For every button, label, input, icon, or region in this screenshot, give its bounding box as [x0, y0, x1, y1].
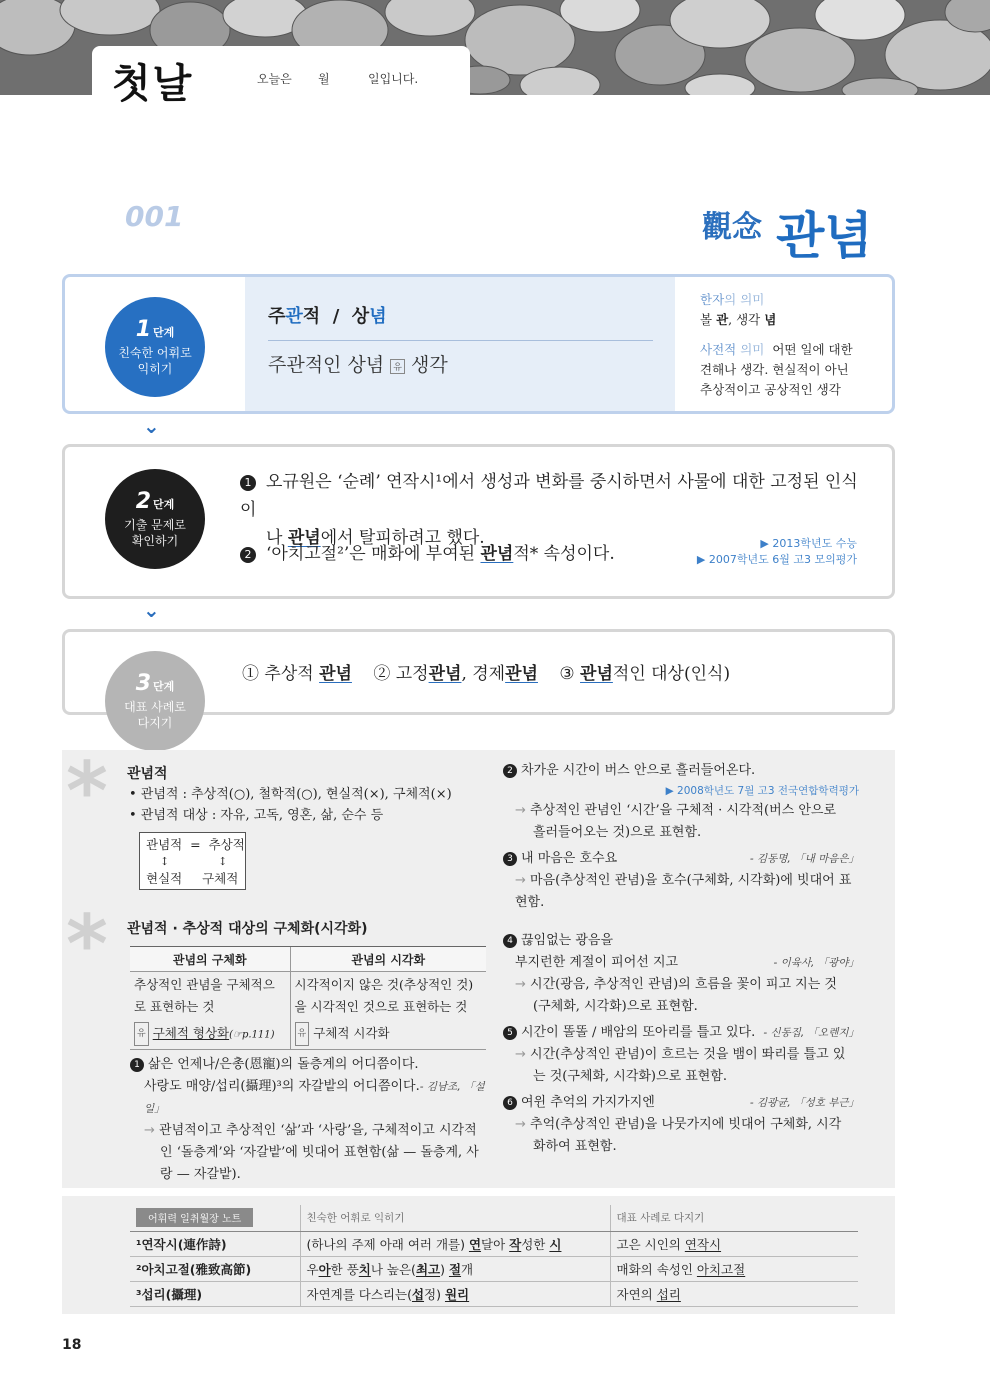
example-1-source: ▶ 2013학년도 수능	[760, 537, 857, 550]
concretization-table	[130, 946, 486, 1050]
step1-number: 1	[135, 316, 152, 342]
step3-item-3: ③ 관념적인 대상(인식)	[559, 664, 731, 684]
note-definition: 자연계를 다스리는(섭정) 원리	[300, 1281, 610, 1306]
dict-meaning-line3: 추상적이고 공상적인 생각	[700, 382, 841, 397]
note-term: ³섭리(攝理)	[130, 1281, 300, 1306]
table-row	[130, 1231, 858, 1256]
dict-meaning-line2: 견해나 생각. 현실적이 아닌	[700, 362, 849, 377]
step1-divider	[268, 340, 653, 341]
note-term: ¹연작시(連作詩)	[130, 1231, 300, 1256]
relation-row-2: 현실적 구체적	[146, 871, 239, 886]
step1-body: 주관적인 상념 유 생각	[268, 354, 448, 376]
note-example: 매화의 속성인 아치고절	[610, 1256, 858, 1281]
chevron-down-icon: ⌄	[143, 414, 160, 438]
vocab-table	[130, 1205, 858, 1307]
relation-diagram	[139, 832, 246, 890]
section1-bullet-2: • 관념적 대상 : 자유, 고독, 영혼, 삶, 순수 등	[129, 808, 384, 823]
section1-title: 관념적	[127, 766, 168, 782]
section2-title: 관념적 · 추상적 대상의 구체화(시각화)	[127, 921, 368, 937]
example-2-source: ▶ 2007학년도 6월 고3 모의평가	[696, 553, 857, 566]
note-col-head: 친숙한 어휘로 익히기	[300, 1205, 610, 1231]
date-month: 월	[318, 72, 330, 86]
hanja-meaning-label: 한자의 의미	[700, 292, 765, 307]
right-examples: 2 차가운 시간이 버스 안으로 흘러들어온다. ▶ 2008학년도 7월 고3 전국연합학력평가 → 추상적인 관념인 ‘시간’을 구체적 · 시각적(버스 안으로 흘러들어오는 것)으로 표현함. 3 내 마음은 호수요 - 김동명, 「내 마음은」 → 마음(추상적인 관념)을 호수(구체화, 시각화)에 빗대어 표현함. 4 끊임없는 광음을 부지런한 계절이 피어선 지고 - 이육사, 「광야」 → 시간(광음, 추상적인 관념)의 흐름을 꽃이 피고 지는 것 (구체화, 시각화)으로 표현함. 5 시간이 똘똘 / 배암의 또아리를 틀고 있다. - 신동집, 「오렌지」 → 시간(추상적인 관념)이 흐르는 것을 뱀이 똬리를 틀고 있 는 것(구체화, 시각화)으로 표현함. 6 여윈 추억의 가지가지엔 - 김광균, 「성호 부근」 → 추억(추상적인 관념)을 나뭇가지에 빗대어 구체화, 시각 화하여 표현함.	[503, 760, 859, 1158]
step2-unit: 단계	[153, 497, 175, 511]
step2-number: 2	[135, 488, 152, 514]
example-1: 1 오규원은 ‘순례’ 연작시¹에서 생성과 변화를 중시하면서 사물에 대한 고정된 인식이 나 관념에서 탈피하려고 했다. ▶ 2013학년도 수능	[240, 468, 865, 552]
step1-badge	[105, 297, 205, 397]
dict-meaning: 사전적 의미 어떤 일에 대한	[700, 342, 853, 357]
entry-hanja: 觀念	[702, 210, 762, 245]
step3-unit: 단계	[153, 679, 175, 693]
step2-badge	[105, 469, 205, 569]
asterisk-icon: *	[66, 745, 108, 838]
date-prefix: 오늘은	[257, 72, 292, 86]
step3-label-1: 대표 사례로	[124, 699, 186, 714]
chevron-down-icon: ⌄	[143, 598, 160, 622]
entry-word: 관념	[776, 207, 873, 265]
step1-label-2: 익히기	[137, 361, 173, 376]
table-cell: 추상적인 관념을 구체적으로 표현하는 것	[134, 977, 275, 1014]
table-header: 관념의 구체화	[130, 947, 290, 972]
step1-label-1: 친숙한 어휘로	[118, 345, 192, 360]
table-row	[130, 1256, 858, 1281]
step3-item-1: ① 추상적 관념	[242, 664, 352, 684]
step2-label-1: 기출 문제로	[124, 517, 186, 532]
note-example: 고은 시인의 연작시	[610, 1231, 858, 1256]
page-number: 18	[62, 1337, 82, 1353]
step3-badge	[105, 651, 205, 751]
relation-arrows: ↕ ↕	[160, 855, 228, 868]
table-cell: 유 구체적 시각화	[290, 1020, 486, 1049]
table-header: 관념의 시각화	[290, 947, 486, 972]
hanja-meaning: 볼 관, 생각 념	[700, 312, 777, 327]
table-cell: 시각적이지 않은 것(추상적인 것)을 시각적인 것으로 표현하는 것	[290, 972, 486, 1021]
step3-label-2: 다지기	[137, 715, 173, 730]
step1-heading: 주관적 / 상념	[268, 306, 387, 327]
note-definition: (하나의 주제 아래 여러 개를) 연달아 작성한 시	[300, 1231, 610, 1256]
section1-bullet-1: • 관념적 : 추상적(○), 철학적(○), 현실적(×), 구체적(×)	[129, 787, 452, 802]
step3-item-2: ② 고정관념, 경제관념	[373, 664, 538, 684]
note-definition: 우아한 풍치나 높은(최고) 절개	[300, 1256, 610, 1281]
example-2-number: 2	[240, 547, 256, 563]
asterisk-icon: *	[66, 898, 108, 991]
step1-meaning-panel	[700, 290, 875, 400]
table-row	[130, 1281, 858, 1306]
table-cell: 유 구체적 형상화(☞p.111)	[130, 1020, 290, 1049]
entry-number: 001	[125, 200, 184, 233]
example-1-number: 1	[240, 475, 256, 491]
day-title: 첫날	[112, 61, 194, 107]
step1-unit: 단계	[153, 325, 175, 339]
note-tag: 어휘력 일취월장 노트	[136, 1208, 253, 1227]
step3-number: 3	[135, 670, 152, 696]
example-2: 2 ‘아치고절²’은 매화에 부여된 관념적* 속성이다. ▶ 2007학년도 6월 고3 모의평가	[240, 540, 865, 568]
step3-examples	[242, 659, 730, 684]
note-term: ²아치고절(雅致高節)	[130, 1256, 300, 1281]
date-day-suffix: 일입니다.	[368, 72, 419, 86]
note-example: 자연의 섭리	[610, 1281, 858, 1306]
step2-label-2: 확인하기	[131, 533, 179, 548]
synonym-tag: 유	[390, 359, 405, 374]
example-source: ▶ 2008학년도 7월 고3 전국연합학력평가	[665, 785, 859, 797]
left-example-1: 1 삶은 언제나/은총(恩寵)의 돌층계의 어디쯤이다. 사랑도 매양/섭리(攝理)³의 자갈밭의 어디쯤이다.- 김남조, 「설일」 → 관념적이고 추상적인 ‘삶’과 ‘사랑’을, 구체적이고 시각적 인 ‘돌층계’와 ‘자갈밭’에 빗대어 표현함(삶 — 돌층계, 사 랑 — 자갈밭).	[130, 1054, 490, 1186]
note-col-head: 대표 사례로 다지기	[610, 1205, 858, 1231]
relation-row-1: 관념적 = 추상적	[146, 837, 245, 852]
